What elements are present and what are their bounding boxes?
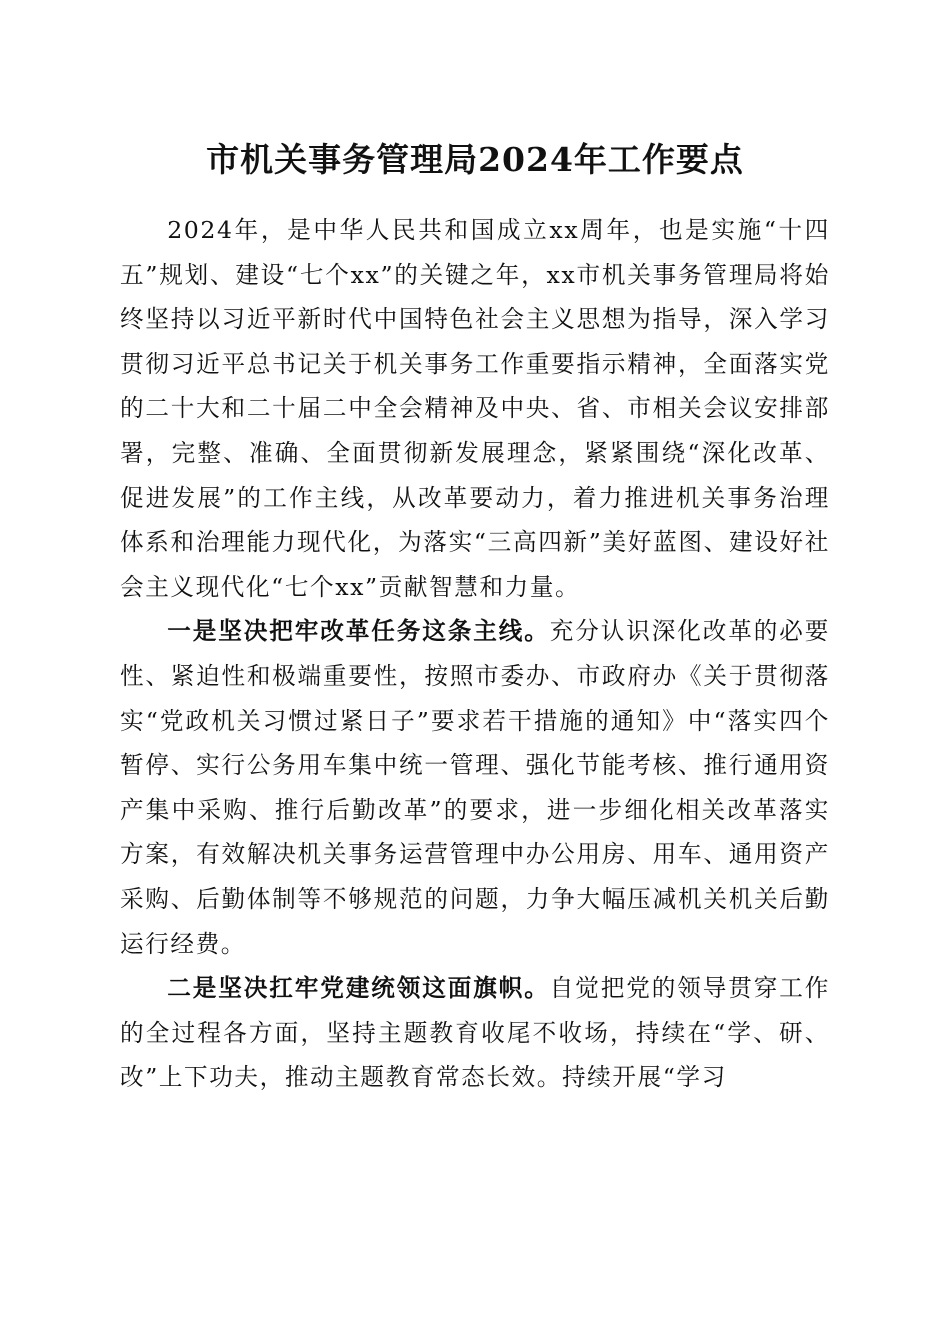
paragraph-party-building-lead: 二是坚决扛牢党建统领这面旗帜。 bbox=[167, 974, 550, 1003]
paragraph-intro bbox=[120, 208, 830, 609]
paragraph-reform-lead: 一是坚决把牢改革任务这条主线。 bbox=[167, 617, 550, 646]
paragraph-party-building bbox=[120, 966, 830, 1100]
document-title: 市机关事务管理局2024年工作要点 bbox=[206, 140, 744, 179]
paragraph-reform bbox=[120, 609, 830, 966]
paragraph-intro-text: 2024年，是中华人民共和国成立xx周年，也是实施“十四五”规划、建设“七个xx”的关键之年，xx市机关事务管理局将始终坚持以习近平新时代中国特色社会主义思想为指导，深入学习贯彻习近平总书记关于机关事务工作重要指示精神，全面落实党的二十大和二十届二中全会精神及中央、省、市相关会议安排部署，完整、准确、全面贯彻新发展理念，紧紧围绕“深化改革、促进发展”的工作主线，从改革要动力，着力推进机关事务治理体系和治理能力现代化，为落实“三高四新”美好蓝图、建设好社会主义现代化“七个xx”贡献智慧和力量。 bbox=[120, 216, 830, 601]
paragraph-reform-text: 充分认识深化改革的必要性、紧迫性和极端重要性，按照市委办、市政府办《关于贯彻落实“党政机关习惯过紧日子”要求若干措施的通知》中“落实四个暂停、实行公务用车集中统一管理、强化节能考核、推行通用资产集中采购、推行后勤改革”的要求，进一步细化相关改革落实方案，有效解决机关事务运营管理中办公用房、用车、通用资产采购、后勤体制等不够规范的问题，力争大幅压减机关机关后勤运行经费。 bbox=[120, 617, 831, 958]
document-body bbox=[120, 208, 830, 1100]
paragraph-party-building-text: 自觉把党的领导贯穿工作的全过程各方面，坚持主题教育收尾不收场，持续在“学、研、改”上下功夫，推动主题教育常态长效。持续开展“学习 bbox=[120, 974, 831, 1092]
